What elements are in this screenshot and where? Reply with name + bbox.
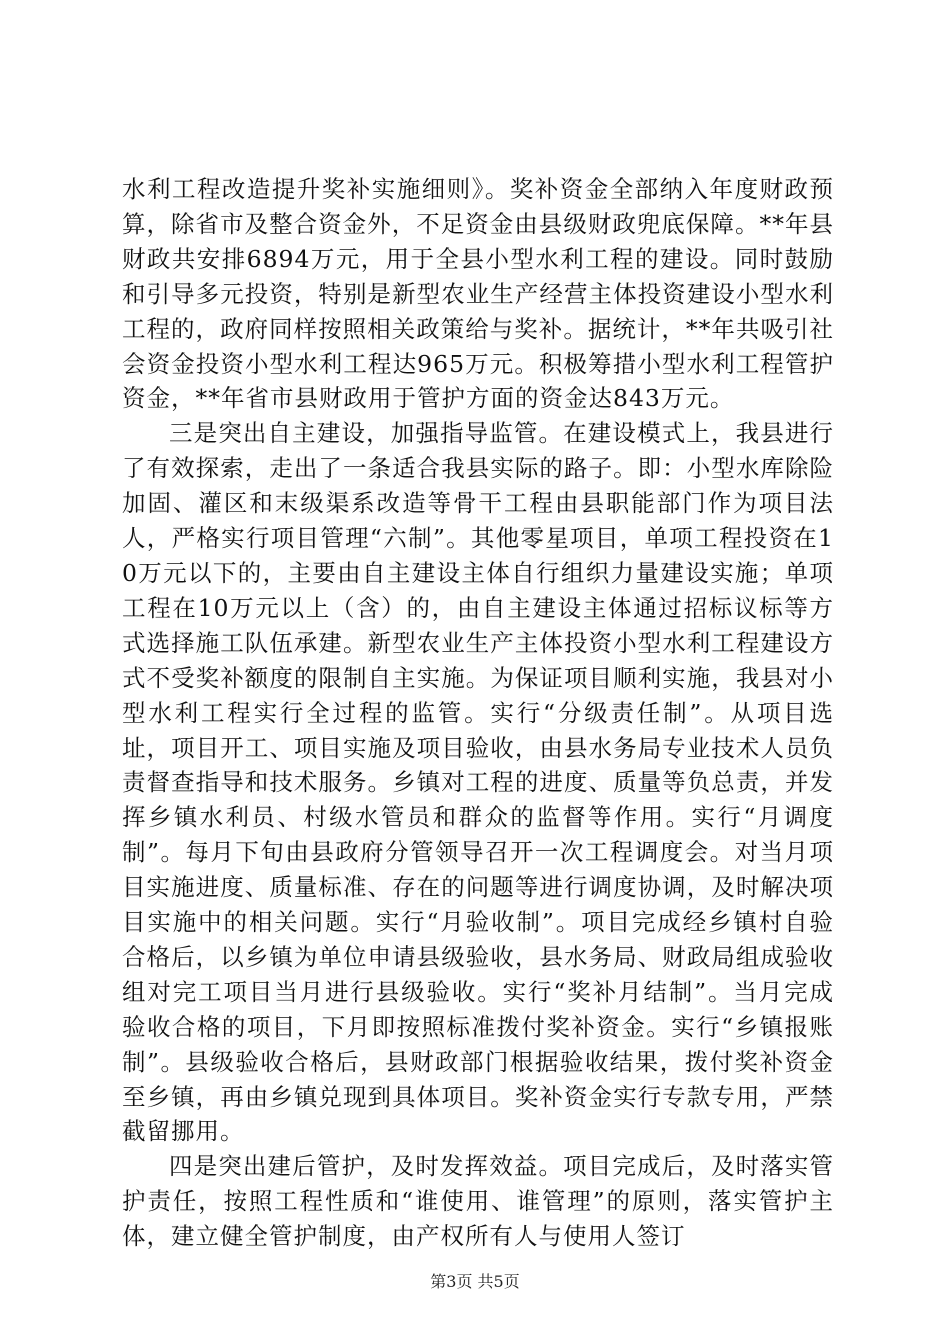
text-line: **年县财政共安排6894万元，用于全县小型水利工程的建设。 — [122, 209, 835, 273]
text-line: 计，**年共吸引社会资金投资小型水利工程达965万元。积极 — [122, 314, 834, 378]
text-line: 目验收，由县水务局专业技术人员负责督查指导和技术服务。 — [122, 733, 835, 797]
text-line: 体投资小型水利工程建设方式不受奖补额度的限制自主实施。 — [122, 628, 835, 692]
text-line: 三是突出自主建设，加强指导监管。在建设模式上，我县 — [169, 419, 785, 448]
text-line: 同时鼓励和引导多元投资，特别是新型农业生产经营主体投资 — [122, 244, 834, 308]
text-line: 县政府分管领导召开一次工程调度会。对当月项目实施进度、 — [122, 838, 835, 902]
text-line: 主体通过招标议标等方式选择施工队伍承建。新型农业生产主 — [122, 593, 835, 657]
text-line: 为保证项目顺利实施，我县对小型水利工程实行全过程的监管。 — [122, 663, 835, 727]
text-line: 组对完工项目当月进行县级验收。实行“奖补月结制”。当月 — [122, 977, 785, 1006]
text-line: 四是突出建后管护，及时发挥效益。项目完成后，及时落 — [169, 1152, 785, 1181]
text-line: “乡镇报账制”。县级验收合格后，县财政部门根据验收结果， — [122, 1012, 835, 1076]
text-line: 单项工程投资在10万元以下的，主要由自主建设主体自行组织 — [122, 524, 835, 587]
page-footer: 第3页 共5页 — [430, 1272, 520, 1291]
text-line: 作为项目法人，严格实行项目管理“六制”。其他零星项目， — [122, 489, 835, 553]
text-line: 完成验收合格的项目，下月即按照标准拨付奖补资金。实行 — [122, 977, 834, 1041]
text-line: 水管员和群众的监督等作用。实行“月调度制”。每月下旬由 — [122, 803, 835, 867]
text-line: 拨付奖补资金至乡镇，再由乡镇兑现到具体项目。奖补资金实 — [122, 1047, 835, 1111]
text-line: 行专款专用，严禁截留挪用。 — [122, 1082, 835, 1146]
text-line: 质量标准、存在的问题等进行调度协调，及时解决项目实施中 — [122, 873, 835, 937]
text-line: 力量建设实施；单项工程在10万元以上（含）的，由自主建设 — [122, 558, 835, 622]
text-line: 建设小型水利工程的，政府同样按照相关政策给与奖补。据统 — [122, 279, 835, 343]
text-line: 进行了有效探索，走出了一条适合我县实际的路子。即：小型 — [122, 419, 835, 483]
paragraph-self-construction — [122, 416, 834, 1149]
paragraph-funding — [122, 172, 834, 416]
text-line: 实管护责任，按照工程性质和“谁使用、谁管理”的原则，落 — [122, 1152, 835, 1216]
text-line: 水库除险加固、灌区和末级渠系改造等骨干工程由县职能部门 — [122, 454, 835, 518]
document-body — [122, 172, 834, 1254]
text-line: 实管护主体，建立健全管护制度，由产权所有人与使用人签订 — [122, 1187, 834, 1251]
text-line: 实行“分级责任制”。从项目选址，项目开工、项目实施及项 — [122, 698, 834, 762]
text-line: 政预算，除省市及整合资金外，不足资金由县级财政兜底保障。 — [122, 175, 835, 238]
text-line: 筹措小型水利工程管护资金，**年省市县财政用于管护方面的 — [122, 349, 835, 413]
text-line: 资金达843万元。 — [539, 384, 735, 413]
paragraph-post-construction — [122, 1149, 834, 1254]
text-line: 后，以乡镇为单位申请县级验收，县水务局、财政局组成验收 — [171, 942, 835, 971]
text-line: 乡镇对工程的进度、质量等负总责，并发挥乡镇水利员、村级 — [122, 768, 835, 832]
text-line: 的相关问题。实行“月验收制”。项目完成经乡镇村自验合格 — [122, 908, 835, 971]
text-line: 水利工程改造提升奖补实施细则》。奖补资金全部纳入年度财 — [122, 175, 785, 203]
